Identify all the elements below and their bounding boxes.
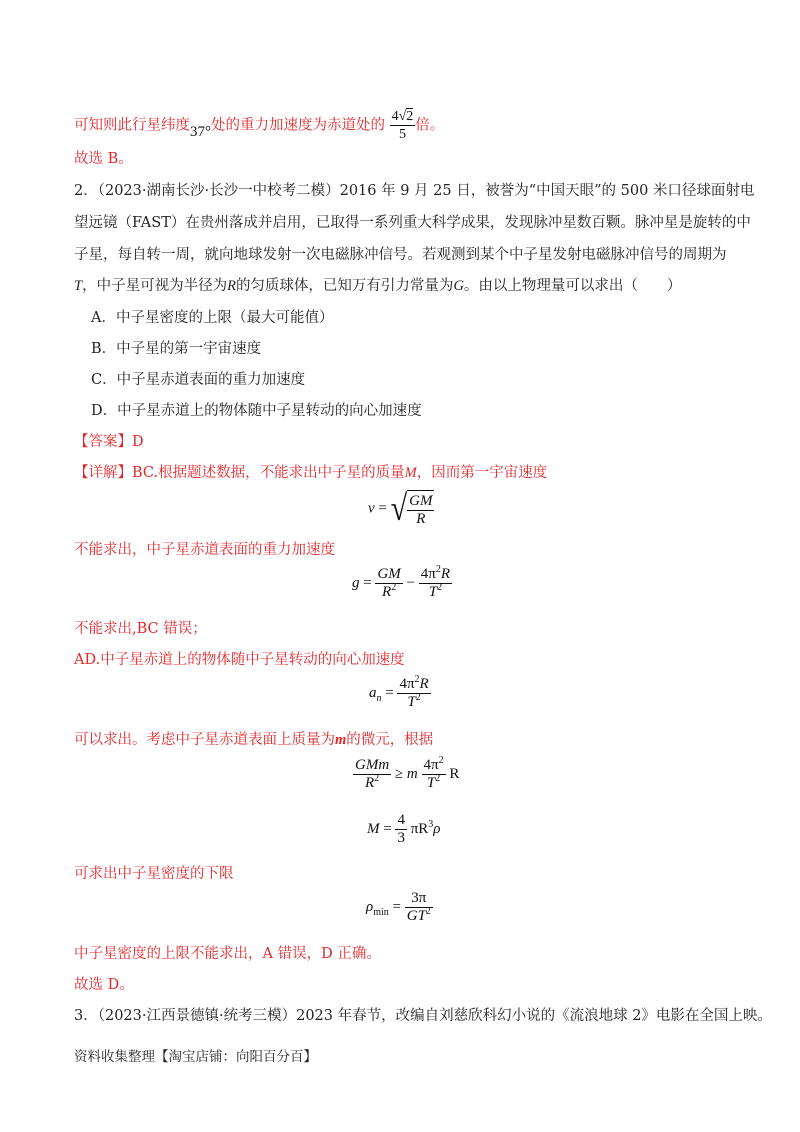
text-mass-element: 可以求出。考虑中子星赤道表面上质量为m的微元，根据 xyxy=(74,732,434,748)
page-footer: 资料收集整理【淘宝店铺：向阳百分百】 xyxy=(74,1049,317,1065)
q3-line-1: 3．（2023·江西景德镇·统考三模）2023 年春节，改编自刘慈欣科幻小说的《流浪地球 2》电影在全国上映。 xyxy=(74,1008,772,1024)
option-d: D．中子星赤道上的物体随中子星转动的向心加速度 xyxy=(91,403,422,419)
option-b: B．中子星的第一宇宙速度 xyxy=(91,341,262,357)
choose-d-line: 故选 D。 xyxy=(74,977,134,993)
choose-b-line: 故选 B。 xyxy=(74,151,133,167)
angle-37: 37° xyxy=(190,123,211,140)
q2-line-1: 2．（2023·湖南长沙·长沙一中校考二模）2016 年 9 月 25 日，被誉为“中国天眼”的 500 米口径球面射电 xyxy=(74,183,755,199)
option-c: C．中子星赤道表面的重力加速度 xyxy=(91,372,306,388)
formula-inequality: $\frac{\text{GMm}}{R^2}$ ≥ m $\frac{4\pi^2}{T^2}$ R xyxy=(355,755,460,791)
text-cannot-find-1: 不能求出，中子星赤道表面的重力加速度 xyxy=(74,542,335,558)
text-density-lower-limit: 可求出中子星密度的下限 xyxy=(74,866,234,882)
formula-first-cosmic-velocity: v = √ $\frac{GM}{R}$ xyxy=(368,488,433,529)
line-latitude-result: 可知则此行星纬度37°处的重力加速度为赤道处的 $\frac{4√2}{5}$ 倍。 xyxy=(74,109,445,142)
q2-line-3: 子星，每自转一周，就向地球发射一次电磁脉冲信号。若观测到某个中子星发射电磁脉冲信号的周期为 xyxy=(74,247,727,263)
text-bc-wrong: 不能求出,BC 错误； xyxy=(74,621,207,637)
answer-line: 【答案】D xyxy=(74,434,144,450)
formula-min-density: $\rho_{min}$ = $\frac{3\pi}{GT^2}$ xyxy=(366,890,431,924)
formula-mass-sphere: M = $\frac{4}{3}$ $\pi R^3\rho$ xyxy=(367,812,441,846)
q2-line-4: T，中子星可视为半径为R的匀质球体，已知万有引力常量为G。由以上物理量可以求出（ ） xyxy=(74,278,682,294)
formula-centripetal-acceleration: $a_n$ = $\frac{4\pi^2R}{T^2}$ xyxy=(369,674,429,710)
text-conclusion: 中子星密度的上限不能求出，A 错误，D 正确。 xyxy=(74,946,381,962)
text-ad-centripetal: AD.中子星赤道上的物体随中子星转动的向心加速度 xyxy=(74,652,405,668)
formula-surface-gravity: g = $\frac{GM}{R^2}$ − $\frac{4\pi^2R}{T^2}$ xyxy=(352,564,451,600)
detail-line-1: 【详解】BC.根据题述数据，不能求出中子星的质量M，因而第一宇宙速度 xyxy=(74,465,548,481)
q2-line-2: 望远镜（FAST）在贵州落成并启用，已取得一系列重大科学成果，发现脉冲星数百颗。脉冲星是旋转的中 xyxy=(74,215,751,231)
option-a: A．中子星密度的上限（最大可能值） xyxy=(91,310,334,326)
fraction-4root2-over-5: $\frac{4√2}{5}$ xyxy=(391,109,414,142)
